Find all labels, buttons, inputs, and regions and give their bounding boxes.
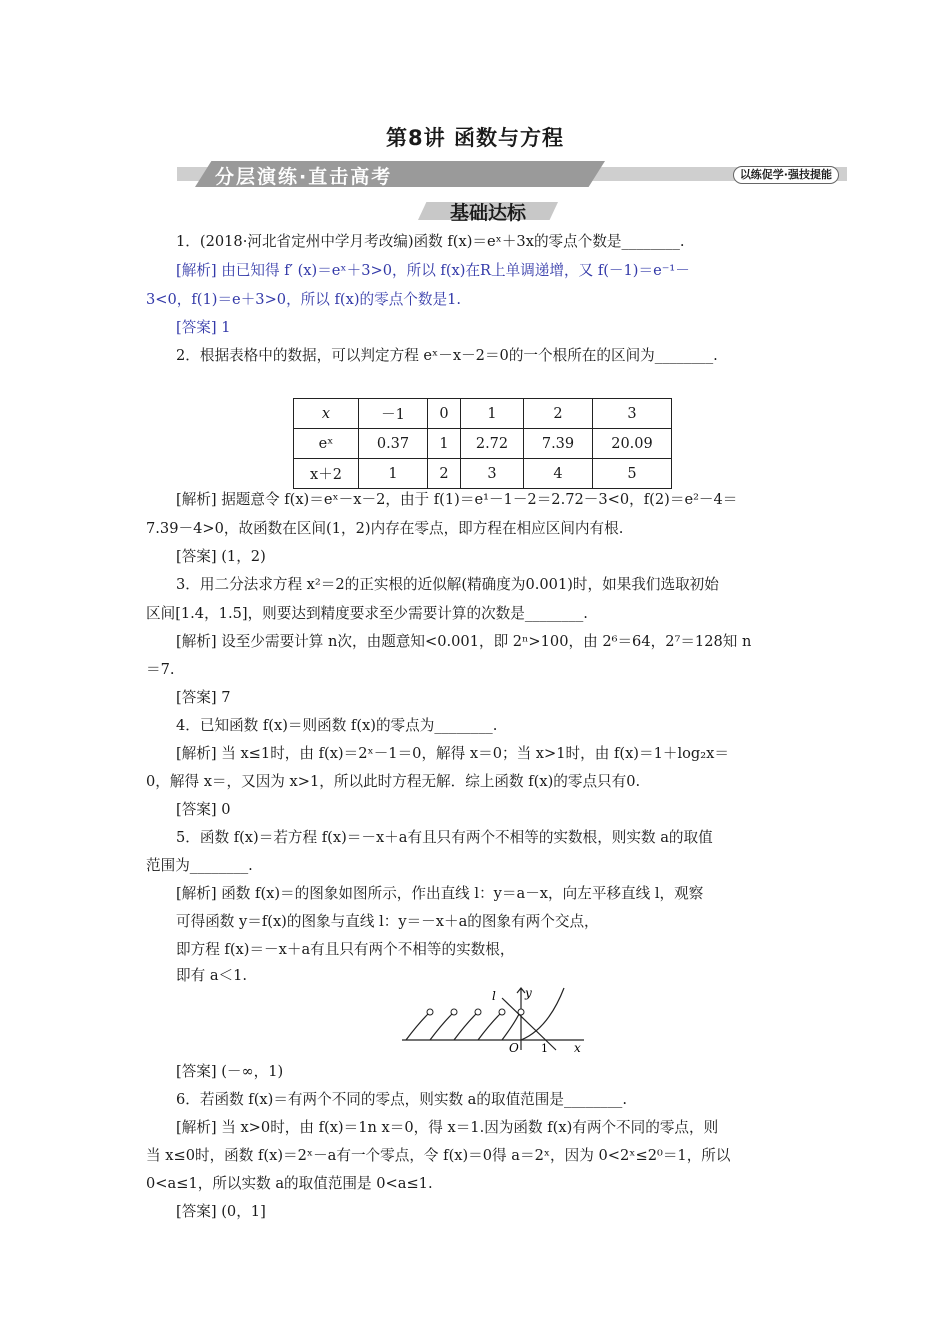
x-axis-label: x bbox=[574, 1041, 581, 1054]
problem-2: 2．根据表格中的数据，可以判定方程 eˣ－x－2＝0的一个根所在的区间为________. bbox=[176, 347, 718, 364]
curve-segment bbox=[454, 1014, 476, 1040]
answer-2: [答案] (1，2) bbox=[176, 548, 266, 565]
table-cell: 2 bbox=[524, 399, 593, 429]
tick-one-label: 1 bbox=[541, 1042, 548, 1054]
curve-segment bbox=[502, 1014, 519, 1040]
open-circle bbox=[499, 1009, 505, 1015]
function-graph-figure bbox=[398, 984, 594, 1054]
table-cell: x＋2 bbox=[294, 459, 359, 489]
analysis-6-line-2: 当 x≤0时，函数 f(x)＝2ˣ－a有一个零点，令 f(x)＝0得 a＝2ˣ，因为 0<2ˣ≤2⁰＝1，所以 bbox=[146, 1147, 731, 1164]
analysis-6-line-3: 0<a≤1，所以实数 a的取值范围是 0<a≤1. bbox=[146, 1175, 433, 1192]
section-heading-text: 基础达标 bbox=[449, 202, 526, 224]
banner-right-text: 以练促学·强技提能 bbox=[733, 166, 839, 184]
answer-1: [答案] 1 bbox=[176, 319, 231, 336]
table-row bbox=[294, 459, 672, 489]
problem-5-line-1: 5．函数 f(x)＝若方程 f(x)＝－x＋a有且只有两个不相等的实数根，则实数 a的取值 bbox=[176, 829, 713, 846]
curve-segment bbox=[478, 1014, 500, 1040]
table-row bbox=[294, 399, 672, 429]
table-cell: 3 bbox=[461, 459, 524, 489]
table-cell: 0 bbox=[428, 399, 461, 429]
analysis-6-line-1: [解析] 当 x>0时，由 f(x)＝1n x＝0，得 x＝1.因为函数 f(x)有两个不同的零点，则 bbox=[176, 1119, 719, 1136]
analysis-5-line-2: 可得函数 y＝f(x)的图象与直线 l：y＝－x＋a的图象有两个交点， bbox=[176, 913, 599, 930]
problem-4: 4．已知函数 f(x)＝则函数 f(x)的零点为________. bbox=[176, 717, 498, 734]
analysis-1-line-2: 3<0，f(1)＝e＋3>0，所以 f(x)的零点个数是1. bbox=[146, 291, 462, 308]
line-label: l bbox=[492, 989, 496, 1003]
problem-3-line-2: 区间[1.4，1.5]，则要达到精度要求至少需要计算的次数是________. bbox=[146, 605, 588, 622]
value-table bbox=[293, 398, 672, 489]
analysis-4-line-2: 0，解得 x＝，又因为 x>1，所以此时方程无解．综上函数 f(x)的零点只有0. bbox=[146, 773, 641, 790]
analysis-1-line-1: [解析] 由已知得 f′ (x)＝eˣ＋3>0，所以 f(x)在R上单调递增，又 f(－1)＝e⁻¹－ bbox=[176, 262, 690, 279]
answer-6: [答案] (0，1] bbox=[176, 1203, 266, 1220]
table-cell: eˣ bbox=[294, 429, 359, 459]
table-cell: 7.39 bbox=[524, 429, 593, 459]
table-cell: 2.72 bbox=[461, 429, 524, 459]
table-cell: 20.09 bbox=[593, 429, 672, 459]
table-cell: x bbox=[294, 399, 359, 429]
open-circle bbox=[427, 1009, 433, 1015]
answer-5: [答案] (－∞，1) bbox=[176, 1063, 284, 1080]
analysis-2-line-1: [解析] 据题意令 f(x)＝eˣ－x－2，由于 f(1)＝e¹－1－2＝2.72－3<0，f(2)＝e²－4＝ bbox=[176, 491, 738, 508]
analysis-4-line-1: [解析] 当 x≤1时，由 f(x)＝2ˣ－1＝0，解得 x＝0；当 x>1时，由 f(x)＝1＋log₂x＝ bbox=[176, 745, 729, 762]
section-heading bbox=[418, 198, 558, 224]
curve-segment bbox=[430, 1014, 452, 1040]
curve-segment bbox=[406, 1014, 428, 1040]
table-cell: 1 bbox=[461, 399, 524, 429]
open-circle bbox=[451, 1009, 457, 1015]
section-banner bbox=[177, 161, 847, 187]
analysis-5-line-4: 即有 a＜1. bbox=[176, 967, 248, 984]
origin-label: O bbox=[509, 1041, 519, 1054]
page-title: 第8讲 函数与方程 bbox=[386, 126, 564, 150]
table-cell: 4 bbox=[524, 459, 593, 489]
problem-6: 6．若函数 f(x)＝有两个不同的零点，则实数 a的取值范围是________. bbox=[176, 1091, 627, 1108]
problem-3-line-1: 3．用二分法求方程 x²＝2的正实根的近似解(精确度为0.001)时，如果我们选取初始 bbox=[176, 576, 719, 593]
analysis-3-line-2: ＝7. bbox=[146, 661, 175, 678]
banner-left-text: 分层演练·直击高考 bbox=[215, 166, 393, 188]
table-cell: 1 bbox=[359, 459, 428, 489]
table-row bbox=[294, 429, 672, 459]
analysis-5-line-3: 即方程 f(x)＝－x＋a有且只有两个不相等的实数根， bbox=[176, 941, 515, 958]
analysis-2-line-2: 7.39－4>0，故函数在区间(1，2)内存在零点，即方程在相应区间内有根. bbox=[146, 520, 624, 537]
table-cell: 2 bbox=[428, 459, 461, 489]
answer-3: [答案] 7 bbox=[176, 689, 231, 706]
table-cell: 0.37 bbox=[359, 429, 428, 459]
table-cell: 3 bbox=[593, 399, 672, 429]
analysis-5-line-1: [解析] 函数 f(x)＝的图象如图所示，作出直线 l：y＝a－x，向左平移直线 l，观察 bbox=[176, 885, 704, 902]
table-cell: －1 bbox=[359, 399, 428, 429]
problem-1: 1．(2018·河北省定州中学月考改编)函数 f(x)＝eˣ＋3x的零点个数是________. bbox=[176, 233, 685, 250]
y-axis-label: y bbox=[525, 986, 532, 1000]
analysis-3-line-1: [解析] 设至少需要计算 n次，由题意知<0.001，即 2ⁿ>100，由 2⁶＝64，2⁷＝128知 n bbox=[176, 633, 752, 650]
table-cell: 5 bbox=[593, 459, 672, 489]
problem-5-line-2: 范围为________. bbox=[146, 857, 253, 874]
open-circle bbox=[475, 1009, 481, 1015]
table-cell: 1 bbox=[428, 429, 461, 459]
answer-4: [答案] 0 bbox=[176, 801, 231, 818]
